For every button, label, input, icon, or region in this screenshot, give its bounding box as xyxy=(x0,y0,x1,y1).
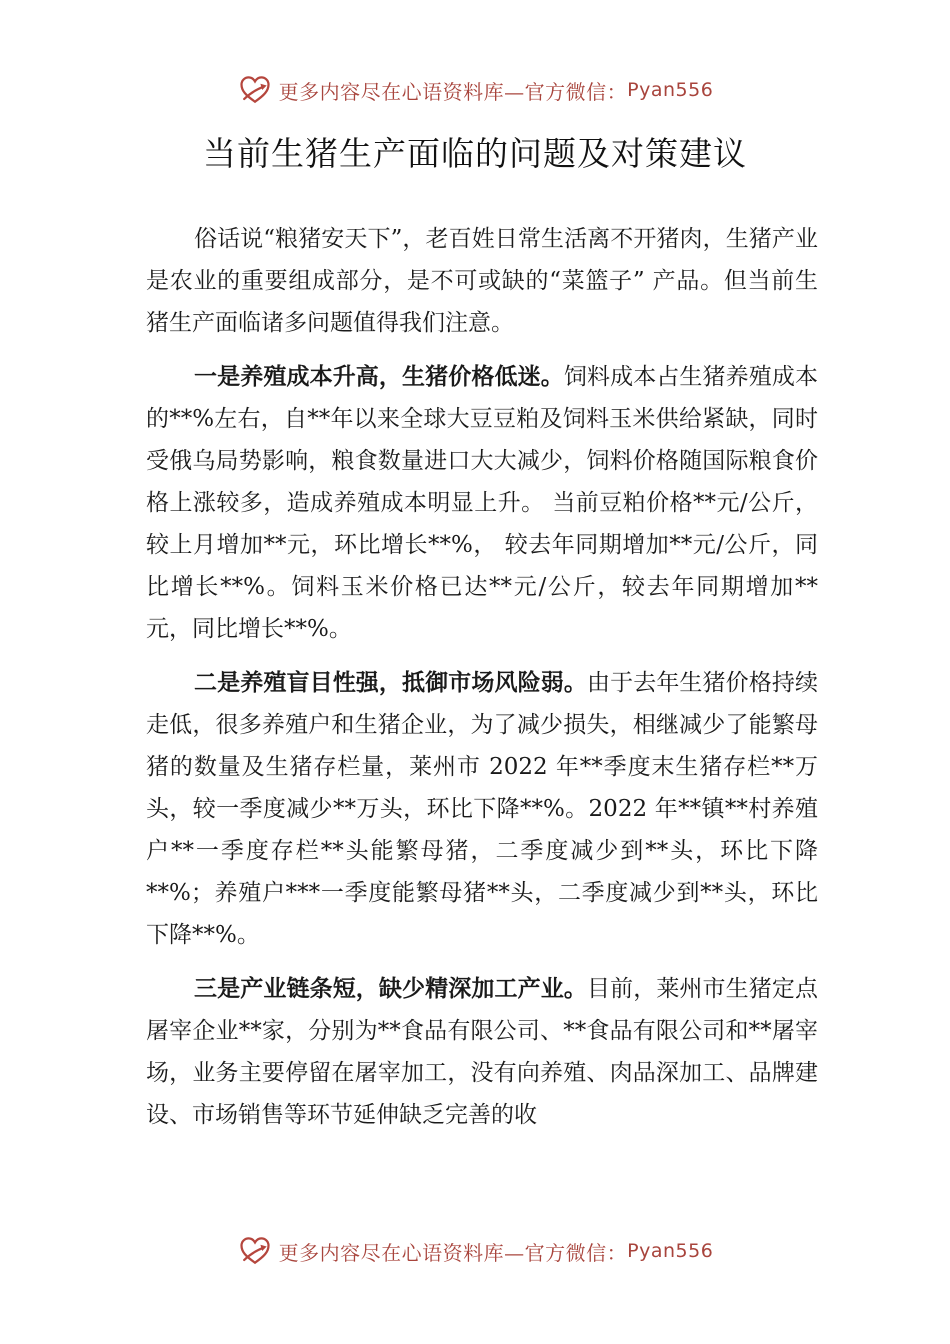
paragraph-lead: 三是产业链条短，缺少精深加工产业。 xyxy=(194,976,587,1002)
paragraph-lead: 一是养殖成本升高，生猪价格低迷。 xyxy=(194,364,564,390)
heart-logo-icon xyxy=(237,1233,273,1269)
paragraph-issue-3 xyxy=(146,968,818,1136)
heart-logo-icon xyxy=(237,72,273,108)
paragraph-intro xyxy=(146,218,818,344)
document-title: 当前生猪生产面临的问题及对策建议 xyxy=(203,134,747,173)
watermark-text: 更多内容尽在心语资料库—官方微信： xyxy=(278,1240,628,1265)
paragraph-text: 目前，莱州市生猪定点屠宰企业**家，分别为**食品有限公司、**食品有限公司和**屠宰场，业务主要停留在屠宰加工，没有向养殖、肉品深加工、品牌建设、市场销售等环节延伸缺乏完善的收 xyxy=(146,976,819,1128)
paragraph-issue-1 xyxy=(146,356,818,650)
paragraph-text: 由于去年生猪价格持续走低，很多养殖户和生猪企业，为了减少损失，相继减少了能繁母猪的数量及生猪存栏量，莱州市 2022 年**季度末生猪存栏**万头，较一季度减少**万头，环比下降**%。2022 年**镇**村养殖户**一季度存栏**头能繁母猪，二季度减少到**头，环比下降**%；养殖户***一季度能繁母猪**头，二季度减少到**头，环比下降**%。 xyxy=(146,670,819,948)
watermark-handle: Pyan556 xyxy=(627,1240,714,1262)
paragraph-issue-2 xyxy=(146,662,818,956)
header-watermark xyxy=(0,72,950,108)
footer-watermark xyxy=(0,1233,950,1269)
watermark-handle: Pyan556 xyxy=(627,79,714,101)
paragraph-text: 饲料成本占生猪养殖成本的**%左右，自**年以来全球大豆豆粕及饲料玉米供给紧缺，同时受俄乌局势影响，粮食数量进口大大减少，饲料价格随国际粮食价格上涨较多，造成养殖成本明显上升。 当前豆粕价格**元/公斤，较上月增加**元，环比增长**%， 较去年同期增加**元/公斤，同比增长**%。饲料玉米价格已达**元/公斤，较去年同期增加**元，同比增长**%。 xyxy=(146,364,819,642)
paragraph-text: 俗话说“粮猪安天下”，老百姓日常生活离不开猪肉，生猪产业是农业的重要组成部分，是不可或缺的“菜篮子” 产品。但当前生猪生产面临诸多问题值得我们注意。 xyxy=(146,226,818,336)
paragraph-lead: 二是养殖盲目性强，抵御市场风险弱。 xyxy=(194,670,587,696)
watermark-text: 更多内容尽在心语资料库—官方微信： xyxy=(278,79,628,104)
document-body xyxy=(146,218,818,1148)
